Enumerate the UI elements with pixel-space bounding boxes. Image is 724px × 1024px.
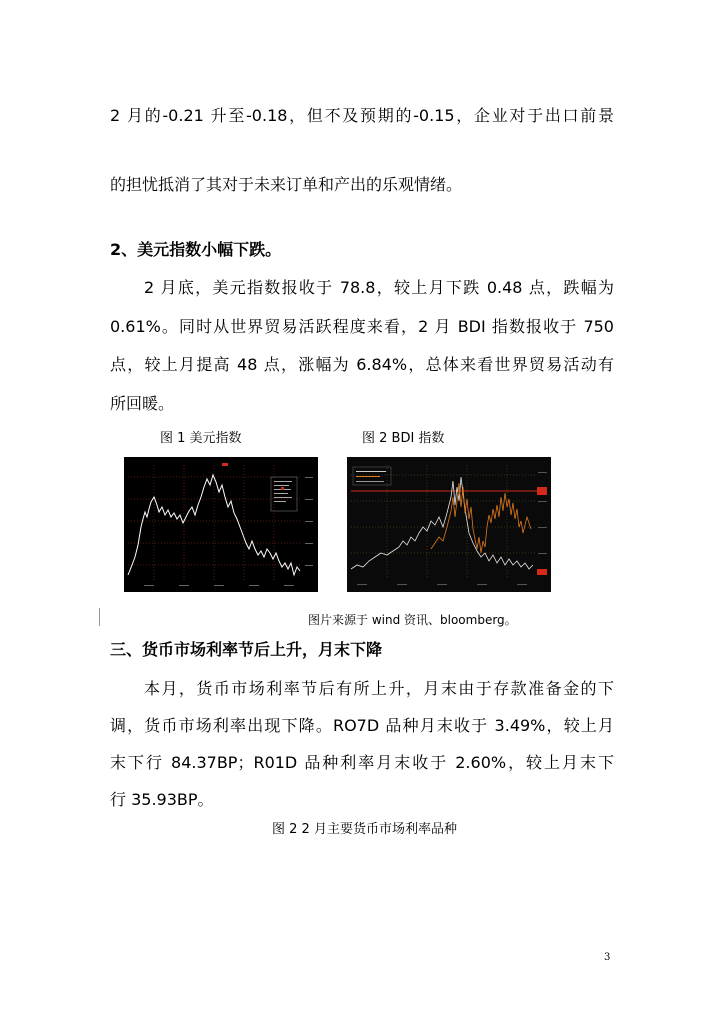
figure-2-caption: 图 2 BDI 指数 [362,431,445,446]
usd-index-chart [124,457,318,592]
usd-chart-red-marker [281,487,284,490]
usd-chart-legend-lines [274,481,292,502]
figure-1-caption: 图 1 美元指数 [160,431,242,446]
figure-source-note: 图片来源于 wind 资讯、bloomberg。 [308,613,517,627]
paragraph-1-line-2: 的担忧抵消了其对于未来订单和产出的乐观情绪。 [110,175,463,194]
paragraph-1-line-1: 2 月的-0.21 升至-0.18，但不及预期的-0.15，企业对于出口前景 [110,106,614,125]
section-2-line-3: 点，较上月提高 48 点，涨幅为 6.84%，总体来看世界贸易活动有 [110,355,614,374]
section-2-line-4: 所回暖。 [110,394,175,413]
section-3-line-2: 调，货币市场利率出现下降。RO7D 品种月末收于 3.49%，较上月 [110,716,614,735]
usd-chart-top-marker [222,463,228,466]
page-number: 3 [604,952,611,963]
figure-3-caption: 图 2 2 月主要货币市场利率品种 [272,822,457,837]
margin-mark [99,608,100,626]
section-3-heading: 三、货币市场利率节后上升，月末下降 [110,640,383,659]
section-3-line-4: 行 35.93BP。 [110,790,214,809]
section-2-line-1: 2 月底，美元指数报收于 78.8，较上月下跌 0.48 点，跌幅为 [144,278,614,297]
usd-chart-grid [128,465,300,582]
section-2-heading: 2、美元指数小幅下跌。 [110,240,282,259]
section-2-line-2: 0.61%。同时从世界贸易活跃程度来看，2 月 BDI 指数报收于 750 [110,317,614,336]
section-3-line-1: 本月，货币市场利率节后有所上升，月末由于存款准备金的下 [144,679,614,698]
section-3-line-3: 末下行 84.37BP；R01D 品种利率月末收于 2.60%，较上月末下 [110,753,614,772]
bdi-index-chart [347,457,551,592]
